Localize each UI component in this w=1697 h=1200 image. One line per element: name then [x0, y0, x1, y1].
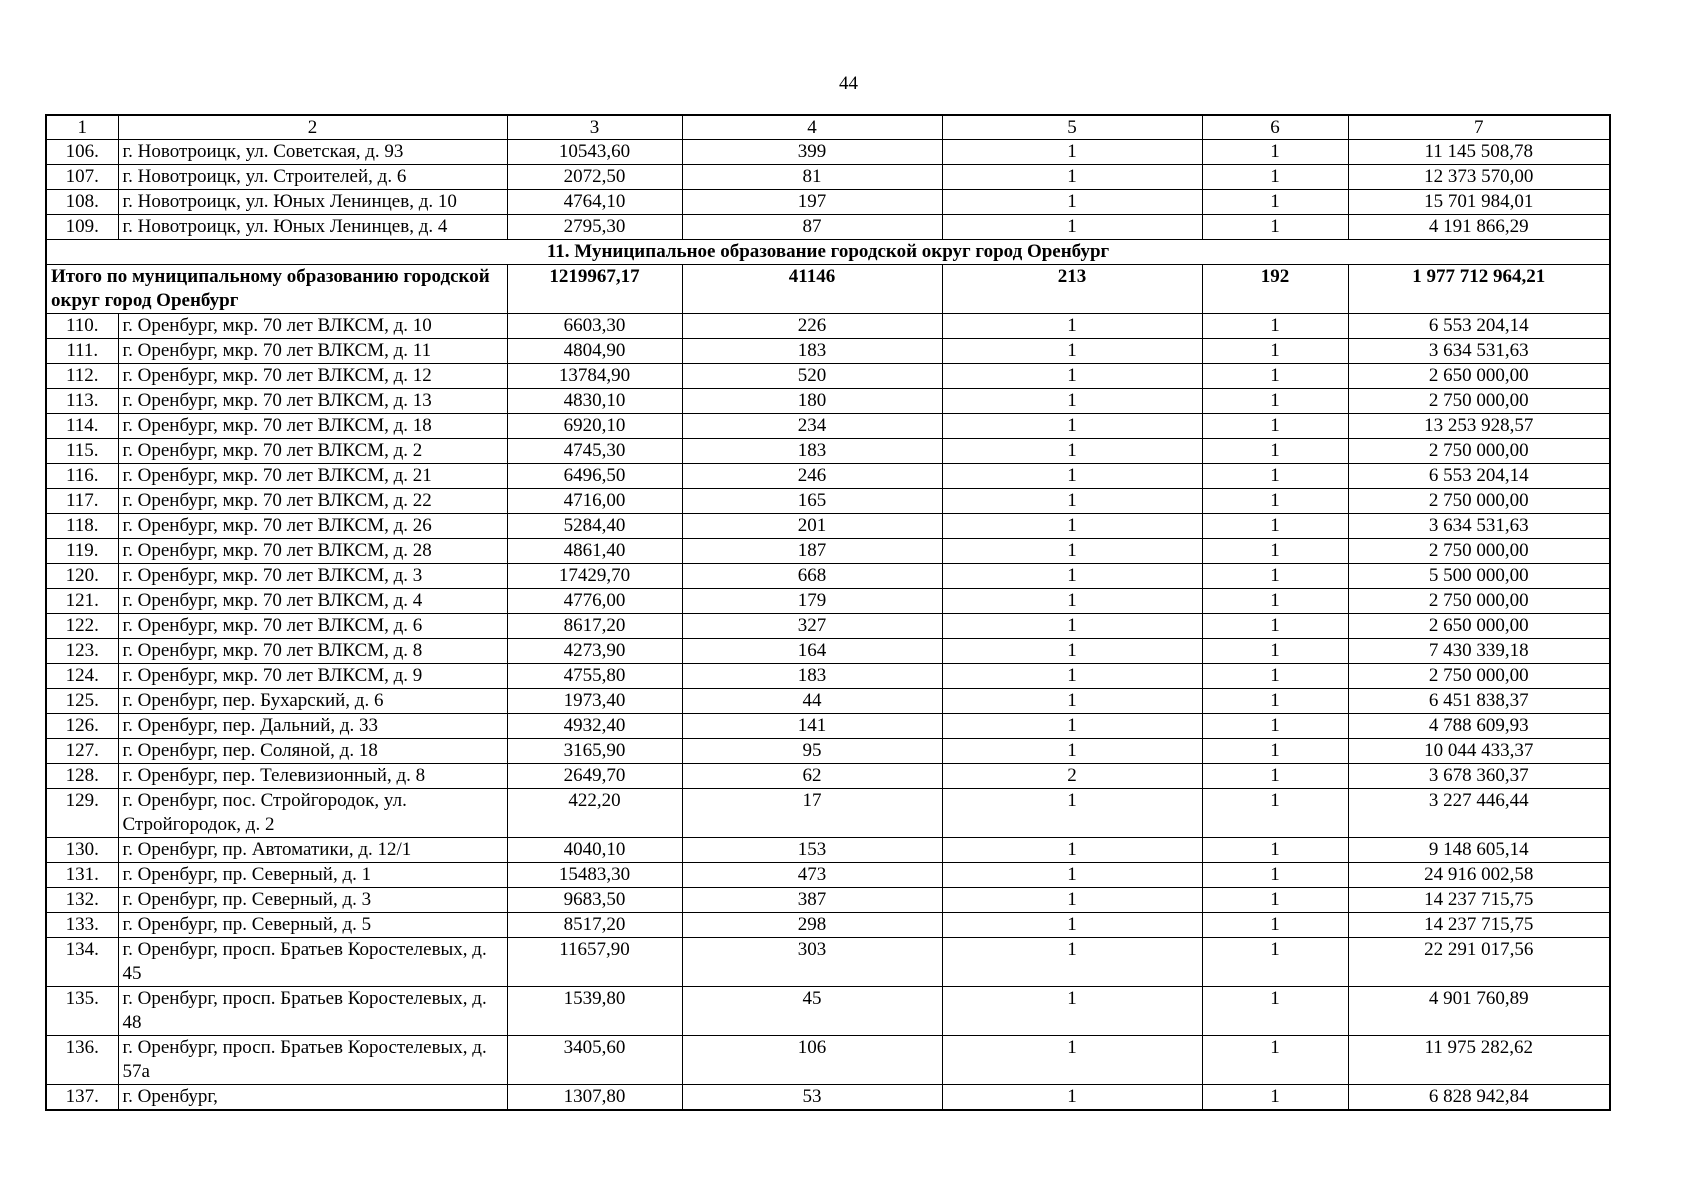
cost-cell: 4 901 760,89	[1348, 987, 1610, 1036]
col5-cell: 1	[942, 514, 1202, 539]
table-row	[46, 564, 1610, 589]
area-cell: 1973,40	[507, 689, 682, 714]
residents-cell: 141	[682, 714, 942, 739]
table-row	[46, 589, 1610, 614]
section-title: 11. Муниципальное образование городской округ город Оренбург	[46, 240, 1610, 265]
cost-cell: 2 750 000,00	[1348, 539, 1610, 564]
table-row	[46, 165, 1610, 190]
table-body	[46, 115, 1610, 1110]
row-number: 116.	[46, 464, 118, 489]
col6-cell: 1	[1202, 987, 1348, 1036]
address-cell: г. Оренбург, пр. Северный, д. 1	[118, 863, 507, 888]
col6-cell: 1	[1202, 489, 1348, 514]
cost-cell: 11 145 508,78	[1348, 140, 1610, 165]
total-c4-cell: 41146	[682, 265, 942, 314]
column-number-row	[46, 115, 1610, 140]
cost-cell: 12 373 570,00	[1348, 165, 1610, 190]
residents-cell: 165	[682, 489, 942, 514]
table-row	[46, 215, 1610, 240]
address-cell: г. Оренбург, пр. Северный, д. 3	[118, 888, 507, 913]
cost-cell: 2 750 000,00	[1348, 389, 1610, 414]
table-row	[46, 364, 1610, 389]
cost-cell: 15 701 984,01	[1348, 190, 1610, 215]
residents-cell: 187	[682, 539, 942, 564]
table-row	[46, 913, 1610, 938]
table-row	[46, 464, 1610, 489]
area-cell: 422,20	[507, 789, 682, 838]
cost-cell: 3 227 446,44	[1348, 789, 1610, 838]
col5-cell: 1	[942, 614, 1202, 639]
cost-cell: 5 500 000,00	[1348, 564, 1610, 589]
area-cell: 10543,60	[507, 140, 682, 165]
col6-cell: 1	[1202, 1036, 1348, 1085]
row-number: 132.	[46, 888, 118, 913]
row-number: 111.	[46, 339, 118, 364]
row-number: 124.	[46, 664, 118, 689]
col5-cell: 1	[942, 464, 1202, 489]
cost-cell: 2 750 000,00	[1348, 589, 1610, 614]
area-cell: 1539,80	[507, 987, 682, 1036]
table-row	[46, 739, 1610, 764]
cost-cell: 9 148 605,14	[1348, 838, 1610, 863]
total-c6-cell: 192	[1202, 265, 1348, 314]
col6-cell: 1	[1202, 564, 1348, 589]
total-row	[46, 265, 1610, 314]
row-number: 107.	[46, 165, 118, 190]
residents-cell: 201	[682, 514, 942, 539]
table-row	[46, 389, 1610, 414]
table-row	[46, 514, 1610, 539]
address-cell: г. Оренбург, пр. Северный, д. 5	[118, 913, 507, 938]
col6-cell: 1	[1202, 464, 1348, 489]
residents-cell: 95	[682, 739, 942, 764]
table-row	[46, 888, 1610, 913]
address-cell: г. Оренбург, просп. Братьев Коростелевых, д. 45	[118, 938, 507, 987]
table-row	[46, 863, 1610, 888]
address-cell: г. Оренбург, мкр. 70 лет ВЛКСМ, д. 28	[118, 539, 507, 564]
address-cell: г. Новотроицк, ул. Строителей, д. 6	[118, 165, 507, 190]
area-cell: 4932,40	[507, 714, 682, 739]
area-cell: 2072,50	[507, 165, 682, 190]
residents-cell: 226	[682, 314, 942, 339]
row-number: 130.	[46, 838, 118, 863]
row-number: 128.	[46, 764, 118, 789]
col6-cell: 1	[1202, 938, 1348, 987]
residents-cell: 87	[682, 215, 942, 240]
address-cell: г. Оренбург, мкр. 70 лет ВЛКСМ, д. 22	[118, 489, 507, 514]
col5-cell: 1	[942, 689, 1202, 714]
address-cell: г. Оренбург, пр. Автоматики, д. 12/1	[118, 838, 507, 863]
total-c3-cell: 1219967,17	[507, 265, 682, 314]
row-number: 137.	[46, 1085, 118, 1111]
col5-cell: 1	[942, 564, 1202, 589]
col6-cell: 1	[1202, 789, 1348, 838]
residents-cell: 62	[682, 764, 942, 789]
residents-cell: 234	[682, 414, 942, 439]
col5-cell: 1	[942, 739, 1202, 764]
address-cell: г. Оренбург, мкр. 70 лет ВЛКСМ, д. 26	[118, 514, 507, 539]
residents-cell: 298	[682, 913, 942, 938]
residents-cell: 53	[682, 1085, 942, 1111]
address-cell: г. Оренбург, просп. Братьев Коростелевых, д. 57а	[118, 1036, 507, 1085]
col5-cell: 1	[942, 938, 1202, 987]
table-row	[46, 1036, 1610, 1085]
area-cell: 11657,90	[507, 938, 682, 987]
residents-cell: 473	[682, 863, 942, 888]
address-cell: г. Новотроицк, ул. Юных Ленинцев, д. 10	[118, 190, 507, 215]
table-row	[46, 439, 1610, 464]
row-number: 115.	[46, 439, 118, 464]
residents-cell: 183	[682, 439, 942, 464]
area-cell: 8617,20	[507, 614, 682, 639]
col6-cell: 1	[1202, 514, 1348, 539]
area-cell: 3405,60	[507, 1036, 682, 1085]
table-row	[46, 339, 1610, 364]
area-cell: 15483,30	[507, 863, 682, 888]
col5-cell: 1	[942, 863, 1202, 888]
row-number: 123.	[46, 639, 118, 664]
area-cell: 13784,90	[507, 364, 682, 389]
address-cell: г. Оренбург, мкр. 70 лет ВЛКСМ, д. 4	[118, 589, 507, 614]
cost-cell: 13 253 928,57	[1348, 414, 1610, 439]
col6-cell: 1	[1202, 838, 1348, 863]
col5-cell: 1	[942, 190, 1202, 215]
area-cell: 4776,00	[507, 589, 682, 614]
address-cell: г. Оренбург, мкр. 70 лет ВЛКСМ, д. 11	[118, 339, 507, 364]
row-number: 113.	[46, 389, 118, 414]
residents-cell: 183	[682, 664, 942, 689]
residents-cell: 45	[682, 987, 942, 1036]
total-label: Итого по муниципальному образованию городской округ город Оренбург	[46, 265, 507, 314]
row-number: 131.	[46, 863, 118, 888]
col6-cell: 1	[1202, 888, 1348, 913]
address-cell: г. Оренбург, мкр. 70 лет ВЛКСМ, д. 21	[118, 464, 507, 489]
col6-cell: 1	[1202, 913, 1348, 938]
table-row	[46, 1085, 1610, 1111]
area-cell: 4830,10	[507, 389, 682, 414]
col5-cell: 1	[942, 838, 1202, 863]
col6-cell: 1	[1202, 714, 1348, 739]
area-cell: 4716,00	[507, 489, 682, 514]
cost-cell: 10 044 433,37	[1348, 739, 1610, 764]
area-cell: 6603,30	[507, 314, 682, 339]
column-number: 4	[682, 115, 942, 140]
table-row	[46, 789, 1610, 838]
cost-cell: 3 678 360,37	[1348, 764, 1610, 789]
col5-cell: 1	[942, 389, 1202, 414]
col6-cell: 1	[1202, 364, 1348, 389]
address-cell: г. Новотроицк, ул. Юных Ленинцев, д. 4	[118, 215, 507, 240]
col5-cell: 1	[942, 439, 1202, 464]
total-c7-cell: 1 977 712 964,21	[1348, 265, 1610, 314]
area-cell: 1307,80	[507, 1085, 682, 1111]
col5-cell: 1	[942, 913, 1202, 938]
cost-cell: 11 975 282,62	[1348, 1036, 1610, 1085]
address-cell: г. Оренбург, пер. Телевизионный, д. 8	[118, 764, 507, 789]
col5-cell: 1	[942, 414, 1202, 439]
area-cell: 8517,20	[507, 913, 682, 938]
cost-cell: 2 650 000,00	[1348, 614, 1610, 639]
table-row	[46, 664, 1610, 689]
address-cell: г. Оренбург, просп. Братьев Коростелевых, д. 48	[118, 987, 507, 1036]
cost-cell: 4 191 866,29	[1348, 215, 1610, 240]
cost-cell: 6 553 204,14	[1348, 314, 1610, 339]
table-row	[46, 938, 1610, 987]
table-row	[46, 489, 1610, 514]
address-cell: г. Оренбург, мкр. 70 лет ВЛКСМ, д. 13	[118, 389, 507, 414]
table-row	[46, 140, 1610, 165]
cost-cell: 14 237 715,75	[1348, 888, 1610, 913]
address-cell: г. Оренбург, пер. Дальний, д. 33	[118, 714, 507, 739]
area-cell: 4755,80	[507, 664, 682, 689]
col5-cell: 1	[942, 888, 1202, 913]
col6-cell: 1	[1202, 414, 1348, 439]
col6-cell: 1	[1202, 314, 1348, 339]
col6-cell: 1	[1202, 739, 1348, 764]
cost-cell: 24 916 002,58	[1348, 863, 1610, 888]
col6-cell: 1	[1202, 664, 1348, 689]
row-number: 122.	[46, 614, 118, 639]
col6-cell: 1	[1202, 863, 1348, 888]
col5-cell: 1	[942, 140, 1202, 165]
col5-cell: 1	[942, 639, 1202, 664]
col5-cell: 1	[942, 1036, 1202, 1085]
residents-cell: 81	[682, 165, 942, 190]
address-cell: г. Оренбург, мкр. 70 лет ВЛКСМ, д. 3	[118, 564, 507, 589]
residents-cell: 246	[682, 464, 942, 489]
residents-cell: 179	[682, 589, 942, 614]
cost-cell: 14 237 715,75	[1348, 913, 1610, 938]
residents-cell: 17	[682, 789, 942, 838]
residents-cell: 327	[682, 614, 942, 639]
address-cell: г. Оренбург, пер. Бухарский, д. 6	[118, 689, 507, 714]
row-number: 127.	[46, 739, 118, 764]
col6-cell: 1	[1202, 539, 1348, 564]
address-cell: г. Оренбург, мкр. 70 лет ВЛКСМ, д. 18	[118, 414, 507, 439]
col6-cell: 1	[1202, 339, 1348, 364]
table-row	[46, 764, 1610, 789]
area-cell: 4745,30	[507, 439, 682, 464]
address-cell: г. Оренбург, мкр. 70 лет ВЛКСМ, д. 9	[118, 664, 507, 689]
cost-cell: 2 750 000,00	[1348, 664, 1610, 689]
col5-cell: 1	[942, 789, 1202, 838]
address-cell: г. Оренбург,	[118, 1085, 507, 1111]
address-cell: г. Оренбург, мкр. 70 лет ВЛКСМ, д. 6	[118, 614, 507, 639]
residents-cell: 520	[682, 364, 942, 389]
row-number: 106.	[46, 140, 118, 165]
address-cell: г. Оренбург, мкр. 70 лет ВЛКСМ, д. 2	[118, 439, 507, 464]
address-cell: г. Оренбург, мкр. 70 лет ВЛКСМ, д. 12	[118, 364, 507, 389]
col5-cell: 1	[942, 1085, 1202, 1111]
col6-cell: 1	[1202, 639, 1348, 664]
address-cell: г. Оренбург, мкр. 70 лет ВЛКСМ, д. 8	[118, 639, 507, 664]
col6-cell: 1	[1202, 614, 1348, 639]
column-number: 6	[1202, 115, 1348, 140]
col5-cell: 2	[942, 764, 1202, 789]
col5-cell: 1	[942, 489, 1202, 514]
residents-cell: 153	[682, 838, 942, 863]
row-number: 117.	[46, 489, 118, 514]
total-c5-cell: 213	[942, 265, 1202, 314]
row-number: 136.	[46, 1036, 118, 1085]
area-cell: 2649,70	[507, 764, 682, 789]
area-cell: 2795,30	[507, 215, 682, 240]
residents-cell: 106	[682, 1036, 942, 1085]
col5-cell: 1	[942, 589, 1202, 614]
row-number: 108.	[46, 190, 118, 215]
col5-cell: 1	[942, 165, 1202, 190]
row-number: 135.	[46, 987, 118, 1036]
residents-cell: 303	[682, 938, 942, 987]
row-number: 118.	[46, 514, 118, 539]
residents-cell: 197	[682, 190, 942, 215]
column-number: 7	[1348, 115, 1610, 140]
cost-cell: 22 291 017,56	[1348, 938, 1610, 987]
row-number: 120.	[46, 564, 118, 589]
col6-cell: 1	[1202, 439, 1348, 464]
row-number: 119.	[46, 539, 118, 564]
table-row	[46, 838, 1610, 863]
table-row	[46, 639, 1610, 664]
area-cell: 4273,90	[507, 639, 682, 664]
col6-cell: 1	[1202, 190, 1348, 215]
row-number: 126.	[46, 714, 118, 739]
area-cell: 3165,90	[507, 739, 682, 764]
col5-cell: 1	[942, 714, 1202, 739]
col5-cell: 1	[942, 314, 1202, 339]
area-cell: 4764,10	[507, 190, 682, 215]
row-number: 109.	[46, 215, 118, 240]
area-cell: 4861,40	[507, 539, 682, 564]
page-number: 44	[839, 73, 858, 94]
area-cell: 6920,10	[507, 414, 682, 439]
row-number: 114.	[46, 414, 118, 439]
col6-cell: 1	[1202, 689, 1348, 714]
row-number: 133.	[46, 913, 118, 938]
table-row	[46, 414, 1610, 439]
table-row	[46, 614, 1610, 639]
col6-cell: 1	[1202, 764, 1348, 789]
col5-cell: 1	[942, 987, 1202, 1036]
residents-cell: 399	[682, 140, 942, 165]
col5-cell: 1	[942, 339, 1202, 364]
table-row	[46, 190, 1610, 215]
residents-cell: 44	[682, 689, 942, 714]
housing-table	[45, 114, 1611, 1111]
cost-cell: 2 650 000,00	[1348, 364, 1610, 389]
area-cell: 4040,10	[507, 838, 682, 863]
table-row	[46, 539, 1610, 564]
table-row	[46, 314, 1610, 339]
row-number: 112.	[46, 364, 118, 389]
col5-cell: 1	[942, 664, 1202, 689]
cost-cell: 6 828 942,84	[1348, 1085, 1610, 1111]
area-cell: 9683,50	[507, 888, 682, 913]
address-cell: г. Оренбург, пос. Стройгородок, ул. Стройгородок, д. 2	[118, 789, 507, 838]
column-number: 3	[507, 115, 682, 140]
row-number: 121.	[46, 589, 118, 614]
col6-cell: 1	[1202, 589, 1348, 614]
residents-cell: 387	[682, 888, 942, 913]
table-row	[46, 714, 1610, 739]
residents-cell: 180	[682, 389, 942, 414]
area-cell: 5284,40	[507, 514, 682, 539]
section-header-row	[46, 240, 1610, 265]
column-number: 2	[118, 115, 507, 140]
cost-cell: 3 634 531,63	[1348, 514, 1610, 539]
column-number: 5	[942, 115, 1202, 140]
cost-cell: 4 788 609,93	[1348, 714, 1610, 739]
cost-cell: 2 750 000,00	[1348, 489, 1610, 514]
area-cell: 4804,90	[507, 339, 682, 364]
area-cell: 17429,70	[507, 564, 682, 589]
row-number: 110.	[46, 314, 118, 339]
address-cell: г. Оренбург, пер. Соляной, д. 18	[118, 739, 507, 764]
address-cell: г. Оренбург, мкр. 70 лет ВЛКСМ, д. 10	[118, 314, 507, 339]
row-number: 134.	[46, 938, 118, 987]
col6-cell: 1	[1202, 165, 1348, 190]
column-number: 1	[46, 115, 118, 140]
col5-cell: 1	[942, 215, 1202, 240]
address-cell: г. Новотроицк, ул. Советская, д. 93	[118, 140, 507, 165]
row-number: 125.	[46, 689, 118, 714]
cost-cell: 3 634 531,63	[1348, 339, 1610, 364]
table-row	[46, 689, 1610, 714]
col6-cell: 1	[1202, 1085, 1348, 1111]
cost-cell: 6 553 204,14	[1348, 464, 1610, 489]
residents-cell: 668	[682, 564, 942, 589]
table-row	[46, 987, 1610, 1036]
cost-cell: 6 451 838,37	[1348, 689, 1610, 714]
col6-cell: 1	[1202, 215, 1348, 240]
col5-cell: 1	[942, 539, 1202, 564]
cost-cell: 7 430 339,18	[1348, 639, 1610, 664]
row-number: 129.	[46, 789, 118, 838]
col5-cell: 1	[942, 364, 1202, 389]
area-cell: 6496,50	[507, 464, 682, 489]
residents-cell: 164	[682, 639, 942, 664]
col6-cell: 1	[1202, 389, 1348, 414]
cost-cell: 2 750 000,00	[1348, 439, 1610, 464]
residents-cell: 183	[682, 339, 942, 364]
col6-cell: 1	[1202, 140, 1348, 165]
